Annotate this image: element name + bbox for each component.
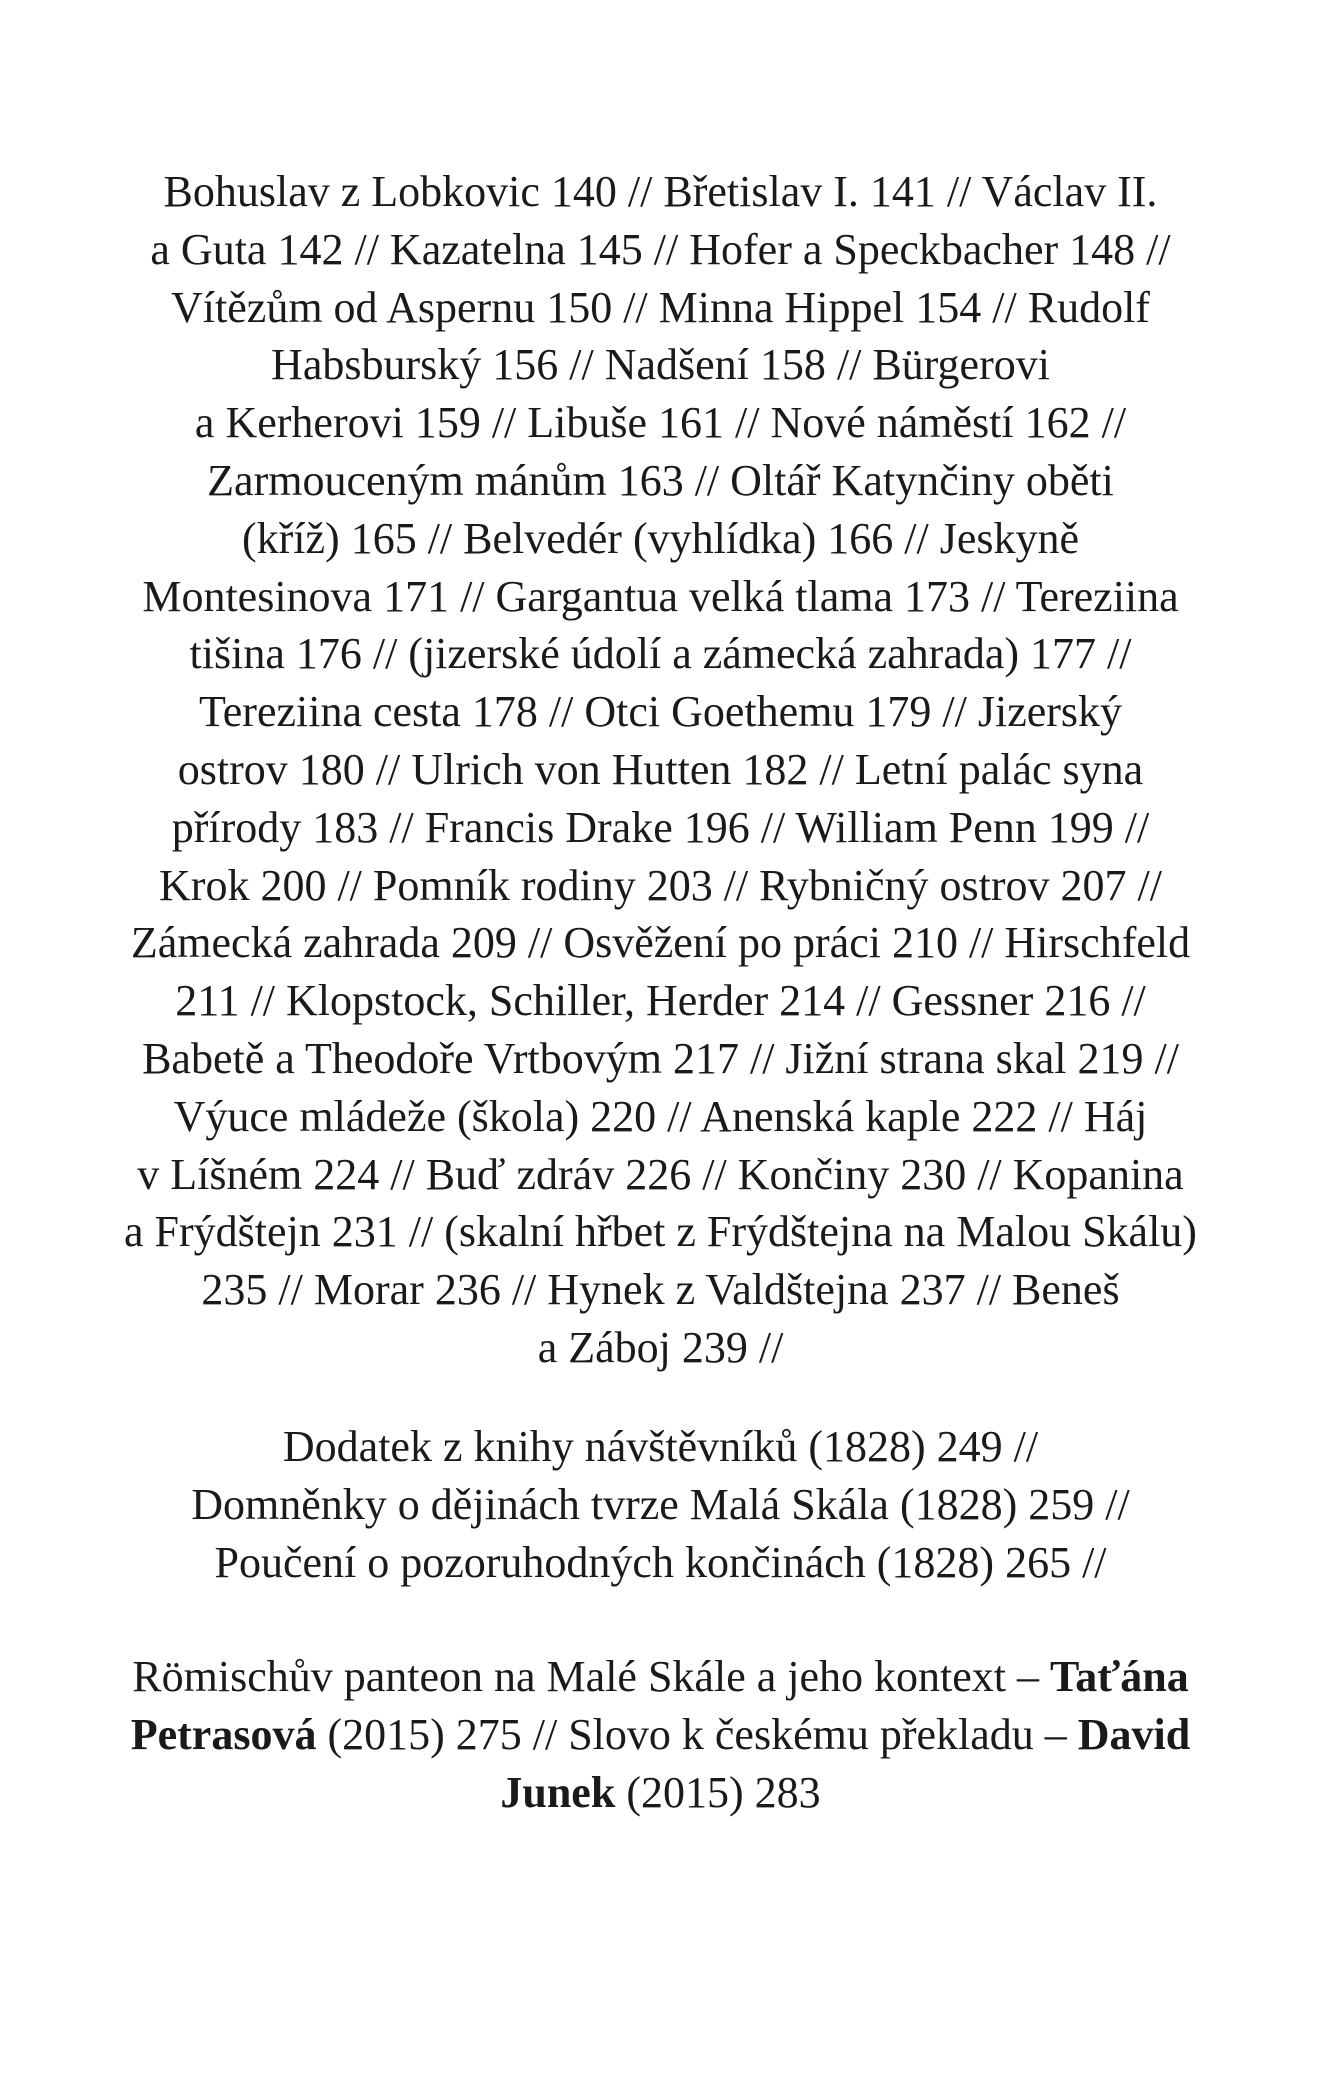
toc-line — [100, 1764, 1221, 1822]
toc-line: v Líšném 224 // Buď zdráv 226 // Končiny 230 // Kopanina — [137, 1149, 1184, 1199]
toc-line — [100, 1648, 1221, 1706]
toc-appendix-block — [100, 1418, 1221, 1591]
author-name: Petrasová — [130, 1709, 317, 1759]
toc-line: Babetě a Theodoře Vrtbovým 217 // Jižní strana skal 219 // — [142, 1033, 1179, 1083]
toc-line: Domněnky o dějinách tvrze Malá Skála (1828) 259 // — [191, 1479, 1130, 1529]
toc-line: Bohuslav z Lobkovic 140 // Břetislav I. 141 // Václav II. — [163, 167, 1158, 216]
toc-main-block — [100, 163, 1221, 1377]
toc-line: přírody 183 // Francis Drake 196 // William Penn 199 // — [171, 802, 1150, 852]
toc-line: Poučení o pozoruhodných končinách (1828) 265 // — [214, 1537, 1107, 1587]
afterword-title-2: (2015) 275 // Slovo k českému překladu – — [316, 1709, 1078, 1759]
toc-afterword-block — [100, 1648, 1221, 1821]
toc-line: Výuce mládeže (škola) 220 // Anenská kaple 222 // Háj — [173, 1091, 1148, 1141]
toc-line: Zarmouceným mánům 163 // Oltář Katynčiny oběti — [207, 455, 1114, 505]
author-name: David — [1077, 1709, 1191, 1759]
toc-line: a Záboj 239 // — [537, 1322, 784, 1372]
toc-line: Zámecká zahrada 209 // Osvěžení po práci 210 // Hirschfeld — [130, 918, 1191, 968]
toc-line: Krok 200 // Pomník rodiny 203 // Rybničný ostrov 207 // — [159, 860, 1162, 910]
toc-line: Montesinova 171 // Gargantua velká tlama 173 // Tereziina — [142, 571, 1179, 621]
toc-line: tišina 176 // (jizerské údolí a zámecká zahrada) 177 // — [189, 629, 1132, 679]
toc-line — [100, 1706, 1221, 1764]
toc-line: a Guta 142 // Kazatelna 145 // Hofer a Speckbacher 148 // — [150, 224, 1171, 274]
author-name: Junek — [500, 1767, 616, 1817]
toc-line: Habsburský 156 // Nadšení 158 // Bürgerovi — [271, 340, 1050, 390]
toc-line: a Frýdštejn 231 // (skalní hřbet z Frýdštejna na Malou Skálu) — [124, 1207, 1197, 1257]
toc-line: 235 // Morar 236 // Hynek z Valdštejna 237 // Beneš — [201, 1265, 1120, 1315]
afterword-title-1: Römischův panteon na Malé Skále a jeho kontext – — [132, 1652, 1050, 1701]
toc-line: ostrov 180 // Ulrich von Hutten 182 // Letní palác syna — [177, 744, 1144, 794]
toc-line: Dodatek z knihy návštěvníků (1828) 249 // — [282, 1422, 1039, 1471]
toc-line: (kříž) 165 // Belvedér (vyhlídka) 166 // Jeskyně — [241, 513, 1079, 563]
toc-line: Vítězům od Aspernu 150 // Minna Hippel 154 // Rudolf — [171, 282, 1150, 332]
afterword-year-page: (2015) 283 — [615, 1767, 821, 1817]
toc-line: Tereziina cesta 178 // Otci Goethemu 179 // Jizerský — [198, 687, 1123, 737]
author-name: Taťána — [1049, 1652, 1189, 1701]
toc-line: a Kerherovi 159 // Libuše 161 // Nové náměstí 162 // — [194, 398, 1127, 448]
toc-line: 211 // Klopstock, Schiller, Herder 214 // Gessner 216 // — [175, 976, 1146, 1026]
